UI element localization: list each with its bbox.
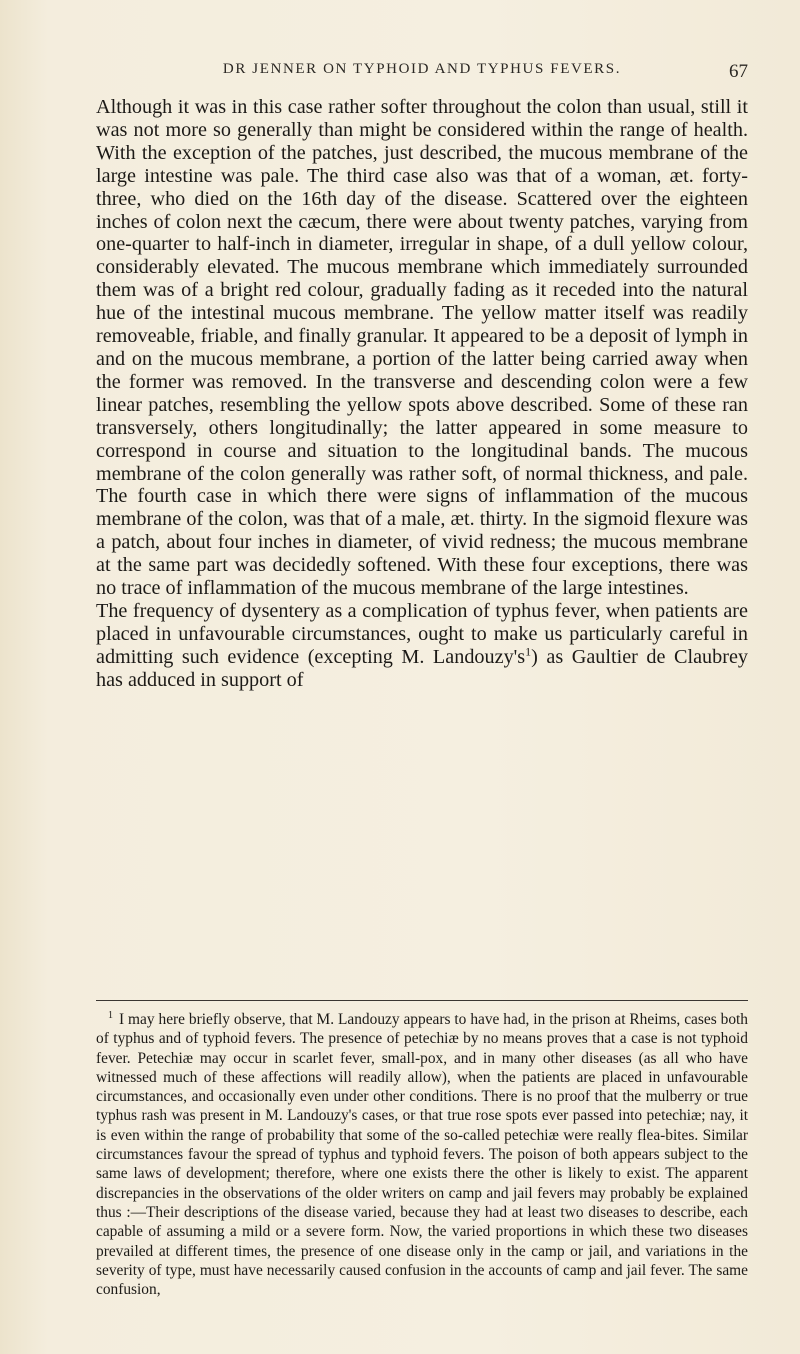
footnote-divider — [96, 1000, 748, 1001]
paragraph-1: Although it was in this case rather softer throughout the colon than usual, still it was not more so generally than might be considered within the range of health. With the exception of the patches, just described, the mucous membrane of the large intestine was pale. The third case also was that of a woman, æt. forty-three, who died on the 16th day of the disease. Scattered over the eighteen inches of colon next the cæcum, there were about twenty patches, varying from one-quarter to half-inch in diameter, irregular in shape, of a dull yellow colour, considerably elevated. The mucous membrane which immediately surrounded them was of a bright red colour, gradually fading as it receded into the natural hue of the intestinal mucous membrane. The yellow matter itself was readily removeable, friable, and finally granular. It appeared to be a deposit of lymph in and on the mucous membrane, a portion of the latter being carried away when the former was removed. In the transverse and descending colon were a few linear patches, resembling the yellow spots above described. Some of these ran transversely, others longitudinally; the latter appeared in some measure to correspond in course and situation to the longitudinal bands. The mucous membrane of the colon generally was rather soft, of normal thickness, and pale. The fourth case in which there were signs of inflammation of the mucous membrane of the colon, was that of a male, æt. thirty. In the sigmoid flexure was a patch, about four inches in diameter, of vivid redness; the mucous membrane at the same part was decidedly softened. With these four exceptions, there was no trace of inflammation of the mucous membrane of the large intestines. — [96, 96, 748, 600]
page-number: 67 — [729, 61, 748, 82]
main-text — [96, 96, 748, 692]
running-title: DR JENNER ON TYPHOID AND TYPHUS FEVERS. — [222, 61, 622, 77]
footnote-text: I may here briefly observe, that M. Landouzy appears to have had, in the prison at Rheims, cases both of typhus and of typhoid fevers. The presence of petechiæ by no means proves that a case is not typhoid fever. Petechiæ may occur in scarlet fever, small-pox, and in many other diseases (as all who have witnessed much of these affections will readily allow), when the patients are placed in unfavourable circumstances, and occasionally even under other conditions. There is no proof that the mulberry or true typhus rash was present in M. Landouzy's cases, or that true rose spots ever passed into petechiæ; nay, it is even within the range of probability that some of the so-called petechiæ were really flea-bites. Similar circumstances favour the spread of typhus and typhoid fevers. The poison of both appears subject to the same laws of development; therefore, where one exists there the other is likely to exist. The apparent discrepancies in the observations of the older writers on camp and jail fevers may probably be explained thus :—Their descriptions of the disease varied, because they had at least two diseases to describe, each capable of assuming a mild or a severe form. Now, the varied proportions in which these two diseases prevailed at different times, the presence of one disease only in the camp or jail, and variations in the severity of type, must have necessarily caused confusion in the accounts of camp and jail fever. The same confusion, — [96, 1011, 748, 1299]
footnote-reference[interactable]: 1 — [525, 644, 532, 659]
paragraph-2 — [96, 600, 748, 692]
paragraph-2-text-start: The frequency of dysentery as a complication of typhus fever, when patients are placed in unfavourable circumstances, ought to make us particularly careful in admitting such evidence (excepting M. Landouzy's — [96, 599, 748, 668]
running-head — [96, 61, 748, 83]
paragraph-2-text-end: ) as Gaultier de Claubrey has adduced in support of — [96, 645, 748, 691]
footnote — [96, 1010, 748, 1299]
footnote-marker: 1 — [108, 1009, 113, 1021]
